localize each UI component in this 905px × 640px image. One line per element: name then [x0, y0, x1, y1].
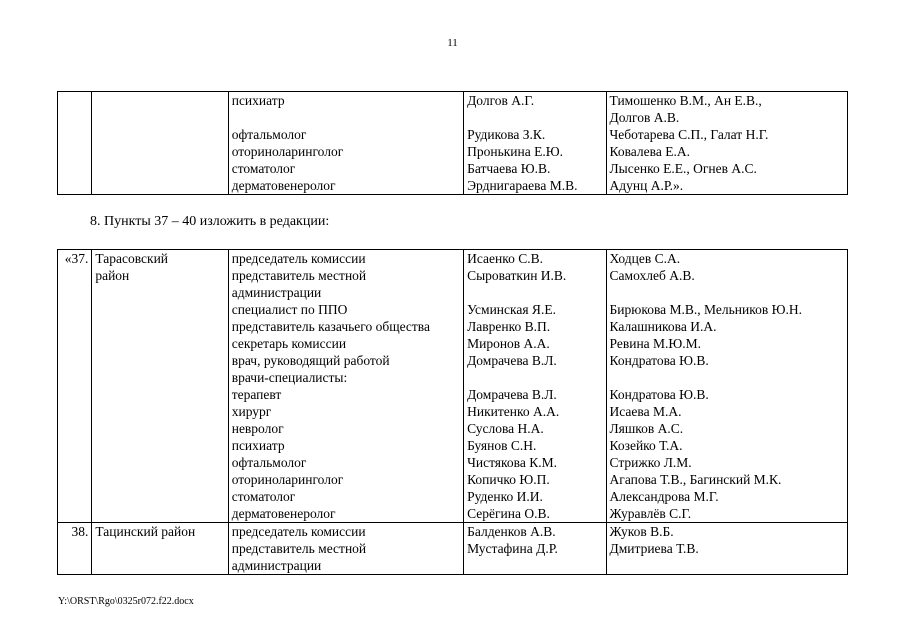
table-row-38 — [58, 523, 848, 575]
cell-line: Александрова М.Г. — [609, 489, 719, 504]
cell-line: Чистякова К.М. — [467, 455, 557, 470]
paragraph: 8. Пункты 37 – 40 изложить в редакции: — [90, 214, 330, 229]
cell-line — [232, 109, 460, 126]
cell-line: Домрачева В.Л. — [467, 387, 557, 402]
cell-line — [610, 369, 844, 386]
table-row-37 — [58, 250, 848, 523]
cell-line: Копичко Ю.П. — [467, 472, 550, 487]
cell-line: врачи-специалисты: — [231, 370, 348, 385]
cell-line: врач, руководящий работой — [231, 353, 390, 368]
table-row — [58, 92, 848, 195]
cell-line — [467, 109, 602, 126]
cell-line: Агапова Т.В., Багинский М.К. — [609, 472, 782, 487]
cell-line: Буянов С.Н. — [467, 438, 537, 453]
cell-line: оториноларинголог — [231, 472, 344, 487]
cell-line: Кондратова Ю.В. — [609, 387, 709, 402]
cell-line: Лысенко Е.Е., Огнев А.С. — [609, 161, 757, 176]
cell-line: Усминская Я.Е. — [467, 302, 556, 317]
cell-line: район — [95, 268, 130, 283]
row-number: «37. — [58, 250, 92, 523]
cell-line: Никитенко А.А. — [467, 404, 560, 419]
cell-line: невролог — [231, 421, 284, 436]
cell-line: Серёгина О.В. — [467, 506, 550, 521]
reserves-cell — [606, 523, 847, 575]
cell-line: Стрижко Л.М. — [609, 455, 692, 470]
cell-line: Рудикова З.К. — [467, 127, 546, 142]
cell-line — [610, 284, 844, 301]
cell-line: психиатр — [231, 93, 285, 108]
cell-line: Миронов А.А. — [467, 336, 550, 351]
cell-line: специалист по ППО — [231, 302, 348, 317]
cell-line: Чеботарева С.П., Галат Н.Г. — [609, 127, 769, 142]
cell-line: Бирюкова М.В., Мельников Ю.Н. — [609, 302, 802, 317]
cell-line: представитель местной — [231, 541, 367, 556]
cell-line: Пронькина Е.Ю. — [467, 144, 563, 159]
cell-line: дерматовенеролог — [231, 506, 336, 521]
cell-line — [610, 557, 844, 574]
cell-line: Жуков В.Б. — [609, 524, 674, 539]
roles-cell — [228, 523, 463, 575]
cell-line: психиатр — [231, 438, 285, 453]
roles-cell — [228, 250, 463, 523]
cell-line: терапевт — [231, 387, 282, 402]
cell-line: Ковалева Е.А. — [609, 144, 690, 159]
district-cell — [92, 523, 228, 575]
cell-line: Адунц А.Р.». — [609, 178, 684, 193]
page-number: 11 — [447, 37, 458, 49]
cell-line: Тарасовский — [95, 251, 169, 266]
cell-line — [467, 284, 602, 301]
cell-line: Долгов А.В. — [609, 110, 680, 125]
cell-line: Ляшков А.С. — [609, 421, 684, 436]
cell-line: администрации — [231, 558, 322, 573]
cell-line: Балденков А.В. — [467, 524, 556, 539]
cell-line: Самохлеб А.В. — [609, 268, 695, 283]
cell-line: Дмитриева Т.В. — [609, 541, 699, 556]
cell-line: стоматолог — [231, 161, 296, 176]
cell-line: Журавлёв С.Г. — [609, 506, 692, 521]
members-cell — [464, 92, 606, 195]
cell-line: офтальмолог — [231, 127, 307, 142]
cell-line: Козейко Т.А. — [609, 438, 683, 453]
cell-line: Лавренко В.П. — [467, 319, 551, 334]
cell-line — [467, 369, 602, 386]
cell-line: представитель местной — [231, 268, 367, 283]
cell-line: Ревина М.Ю.М. — [609, 336, 702, 351]
cell-line: стоматолог — [231, 489, 296, 504]
cell-line: Мустафина Д.Р. — [467, 541, 558, 556]
cell-line: Тимошенко В.М., Ан Е.В., — [609, 93, 762, 108]
district-cell — [92, 250, 228, 523]
cell-line: Исаенко С.В. — [467, 251, 543, 266]
row-number: 38. — [58, 523, 92, 575]
file-path-footer: Y:\ORST\Rgo\0325r072.f22.docx — [58, 596, 194, 607]
cell-line: секретарь комиссии — [231, 336, 347, 351]
cell-line: оториноларинголог — [231, 144, 344, 159]
cell-line: хирург — [231, 404, 272, 419]
cell-line: офтальмолог — [231, 455, 307, 470]
reserves-cell — [606, 250, 847, 523]
cell-line: председатель комиссии — [231, 524, 366, 539]
cell-line — [467, 557, 602, 574]
reserves-cell — [606, 92, 847, 195]
cell-line: Исаева М.А. — [609, 404, 682, 419]
cell-line: Суслова Н.А. — [467, 421, 544, 436]
members-cell — [464, 250, 606, 523]
cell-line: Сыроваткин И.В. — [467, 268, 567, 283]
cell-line: Тацинский район — [95, 524, 196, 539]
members-cell — [464, 523, 606, 575]
cell-line: Калашникова И.А. — [609, 319, 717, 334]
cell-line: представитель казачьего общества — [231, 319, 430, 334]
cell-line: администрации — [231, 285, 322, 300]
table-continuation — [57, 91, 848, 195]
table-commissions — [57, 249, 848, 575]
cell-line: председатель комиссии — [231, 251, 366, 266]
cell-line: дерматовенеролог — [231, 178, 336, 193]
cell-line: Ходцев С.А. — [609, 251, 681, 266]
cell-line: Батчаева Ю.В. — [467, 161, 551, 176]
cell-line: Руденко И.И. — [467, 489, 543, 504]
cell-line: Эрднигараева М.В. — [467, 178, 578, 193]
roles-cell — [228, 92, 463, 195]
cell-line: Долгов А.Г. — [467, 93, 535, 108]
cell-line: Домрачева В.Л. — [467, 353, 557, 368]
cell-line: Кондратова Ю.В. — [609, 353, 709, 368]
